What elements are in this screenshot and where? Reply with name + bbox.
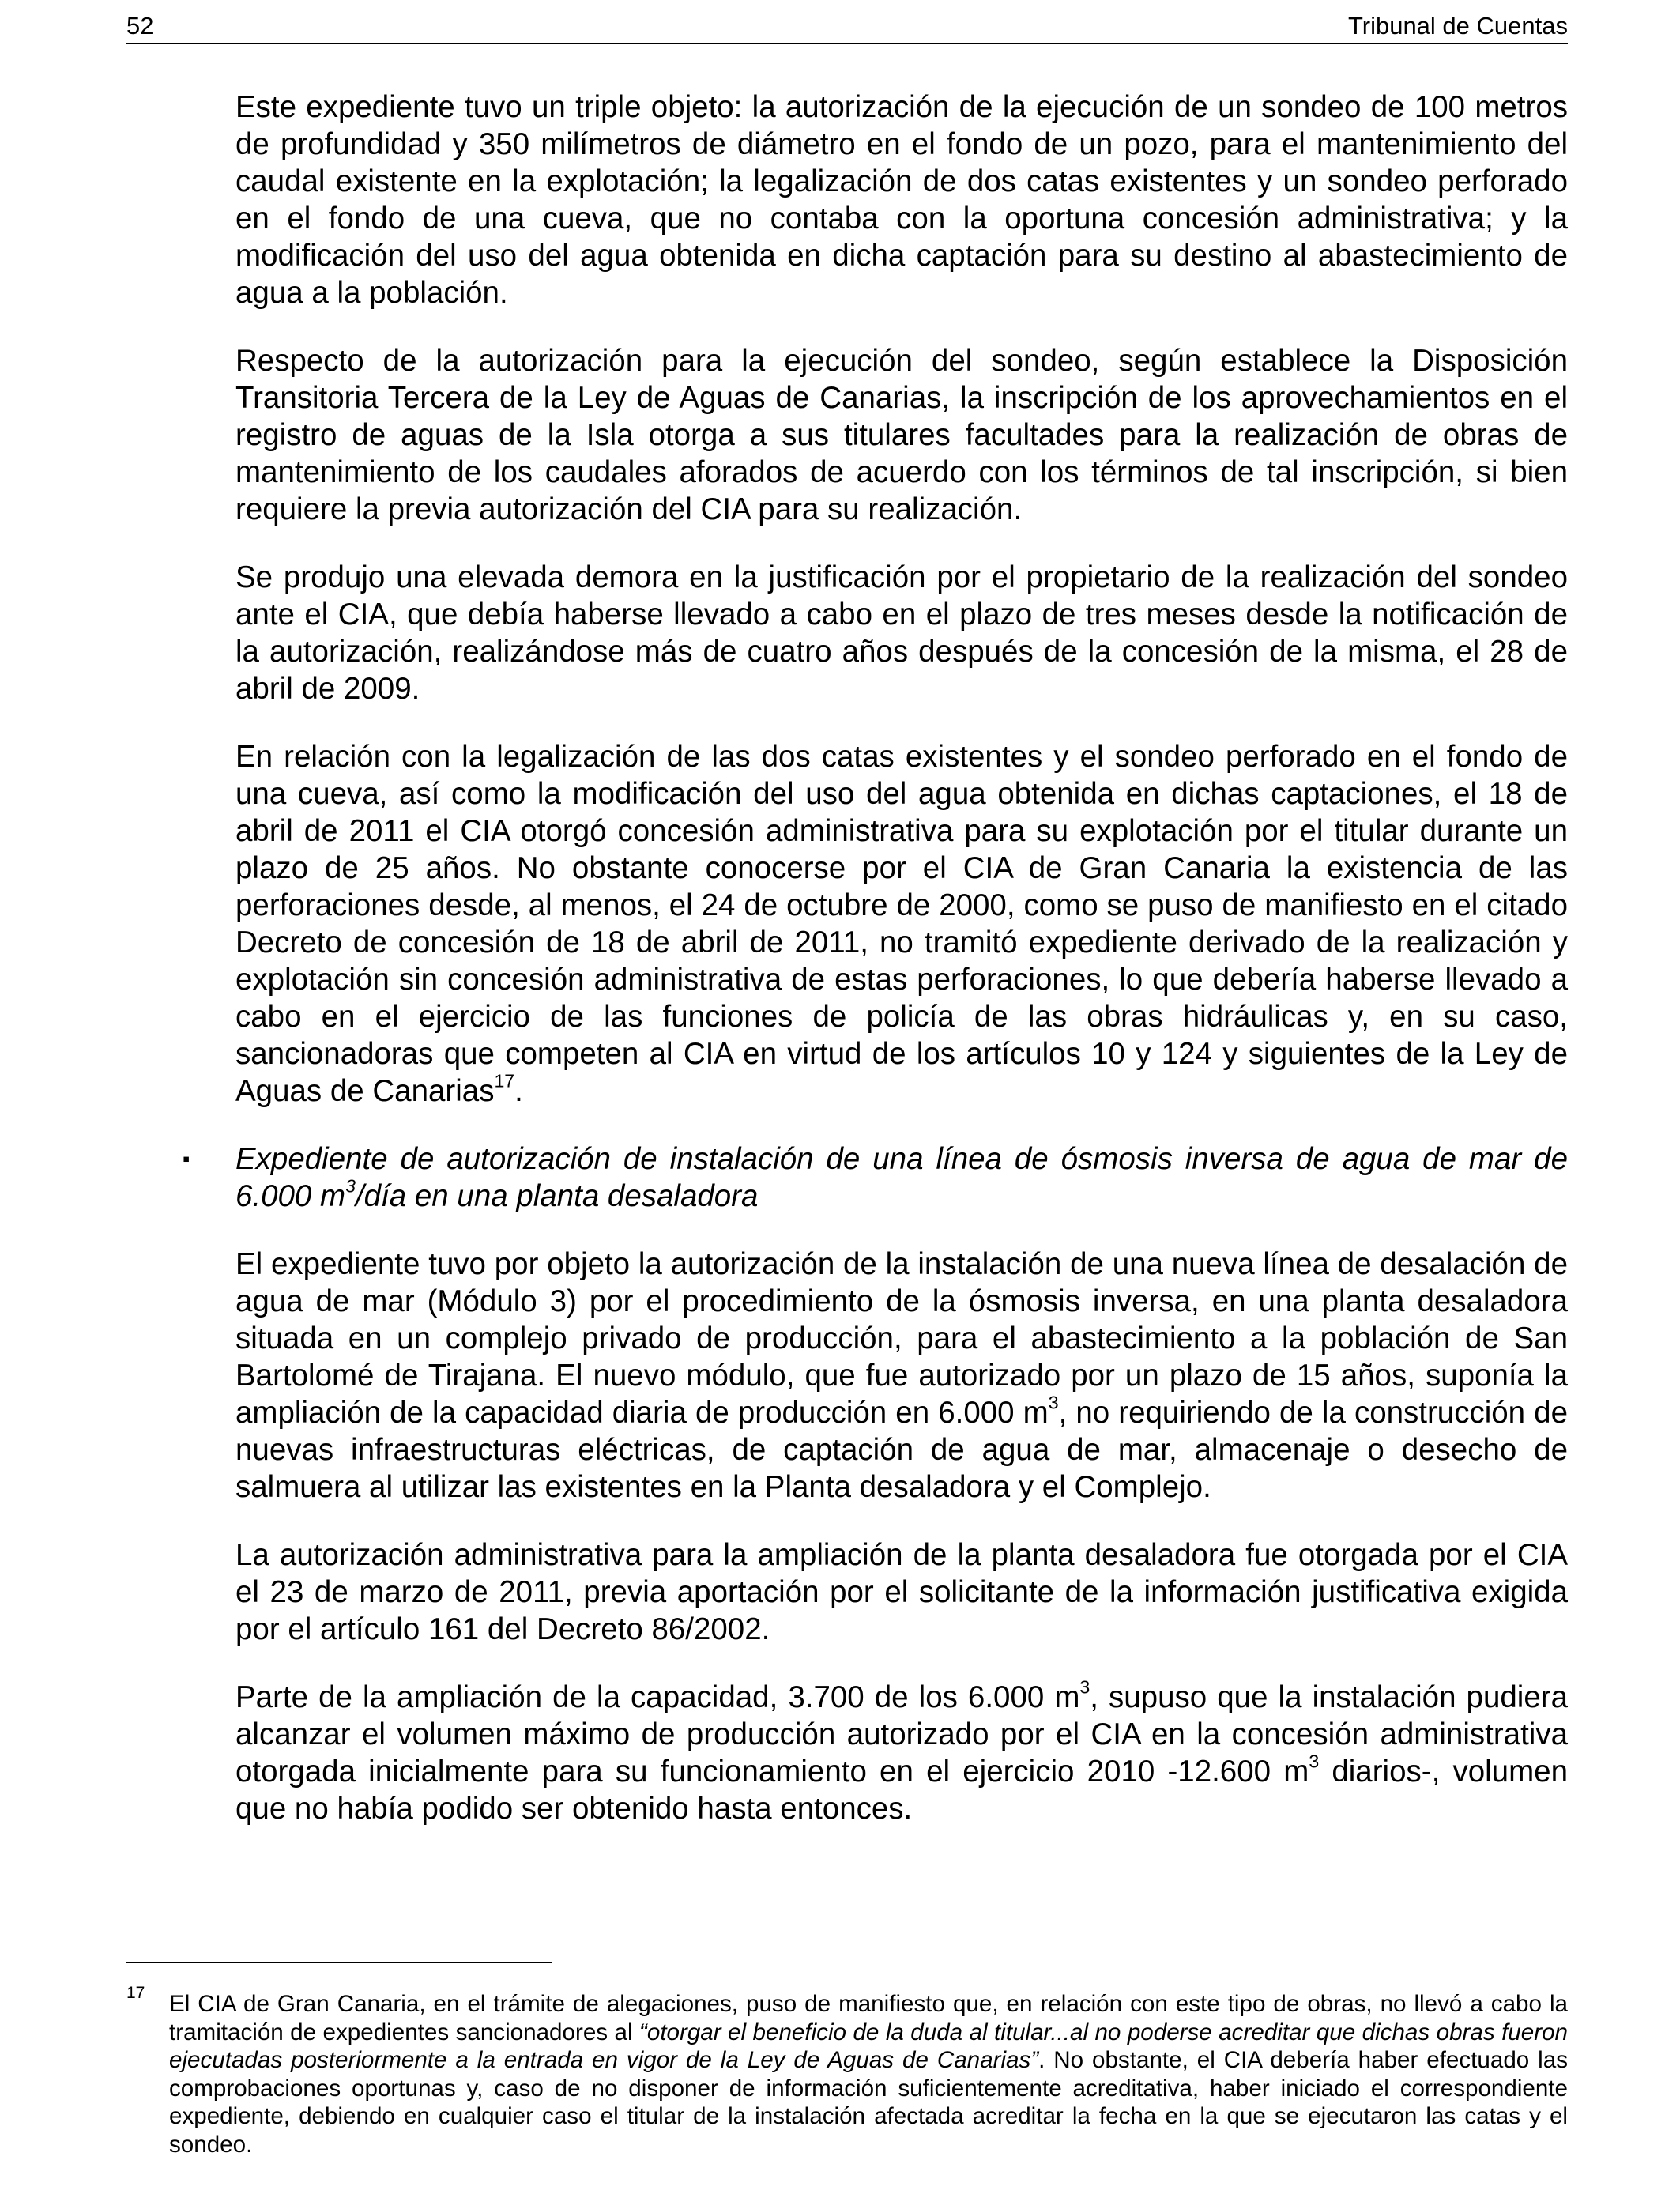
footnote-quote: “otorgar el beneficio de la duda al titular...al no poderse acreditar que dichas obras fueron ejecutadas posteriormente a la entrada en vigor de la Ley de Aguas de Canarias”: [169, 2019, 1568, 2073]
paragraph-4: [235, 738, 1568, 1110]
bullet-heading: [235, 1142, 1568, 1213]
footnote: [126, 1984, 1568, 2158]
page-number: 52: [126, 12, 154, 40]
bullet-heading-text-end: /día en una planta desaladora: [355, 1179, 759, 1213]
page-header: [126, 9, 1568, 44]
paragraph-7-text: Parte de la ampliación de la capacidad, 3.700 de los 6.000 m: [235, 1680, 1080, 1714]
paragraph-5-text-end: , no requiriendo de la construcción de nuevas infraestructuras eléctricas, de captación de agua de mar, almacenaje o desecho de salmuera al utilizar las existentes en la Planta desaladora y el Complejo.: [235, 1396, 1569, 1504]
paragraph-7-text-middle: , supuso que la instalación pudiera alcanzar el volumen máximo de producción autorizado por el CIA en la concesión administrativa otorgada inicialmente para su funcionamiento en el ejercicio 2010 -12.600 m: [235, 1680, 1568, 1789]
paragraph-2: Respecto de la autorización para la ejecución del sondeo, según establece la Disposición Transitoria Tercera de la Ley de Aguas de Canarias, la inscripción de los aprovechamientos en el registro de aguas de la Isla otorga a sus titulares facultades para la realización de obras de mantenimiento de los caudales aforados de acuerdo con los términos de tal inscripción, si bien requiere la previa autorización del CIA para su realización.: [235, 344, 1568, 526]
paragraph-4-text: En relación con la legalización de las dos catas existentes y el sondeo perforado en el fondo de una cueva, así como la modificación del uso del agua obtenida en dichas captaciones, el 18 de abril de 2011 el CIA otorgó concesión administrativa para su explotación por el titular durante un plazo de 25 años. No obstante conocerse por el CIA de Gran Canaria la existencia de las perforaciones desde, al menos, el 24 de octubre de 2000, como se puso de manifiesto en el citado Decreto de concesión de 18 de abril de 2011, no tramitó expediente derivado de la realización y explotación sin concesión administrativa de estas perforaciones, lo que debería haberse llevado a cabo en el ejercicio de las funciones de policía de las obras hidráulicas y, en su caso, sancionadoras que competen al CIA en virtud de los artículos 10 y 124 y siguientes de la Ley de Aguas de Canarias: [235, 740, 1568, 1108]
running-title: Tribunal de Cuentas: [1347, 12, 1568, 40]
footnote-text: [169, 1990, 1568, 2158]
paragraph-4-end: .: [514, 1074, 523, 1108]
square-bullet-icon: ▪: [183, 1147, 190, 1171]
bullet-item: [183, 1140, 1568, 1215]
footnote-text-end: . No obstante, el CIA debería haber efectuado las comprobaciones oportunas y, caso de no disponer de información suficientemente acreditativa, haber iniciado el correspondiente expediente, debiendo en cualquier caso el titular de la instalación afectada acreditar la fecha en la que se ejecutaron las catas y el sondeo.: [169, 2047, 1568, 2158]
bullet-heading-text: Expediente de autorización de instalación de una línea de ósmosis inversa de agua de mar de 6.000 m: [235, 1142, 1568, 1213]
paragraph-5: [235, 1246, 1568, 1506]
paragraph-5-superscript: 3: [1048, 1392, 1059, 1413]
footnote-reference[interactable]: 17: [494, 1070, 515, 1091]
footnote-text-start: El CIA de Gran Canaria, en el trámite de alegaciones, puso de manifiesto que, en relación con este tipo de obras, no llevó a cabo la tramitación de expedientes sancionadores al: [169, 1991, 1568, 2045]
paragraph-5-text: El expediente tuvo por objeto la autorización de la instalación de una nueva línea de desalación de agua de mar (Módulo 3) por el procedimiento de la ósmosis inversa, en una planta desaladora situada en un complejo privado de producción, para el abastecimiento a la población de San Bartolomé de Tirajana. El nuevo módulo, que fue autorizado por un plazo de 15 años, suponía la ampliación de la capacidad diaria de producción en 6.000 m: [235, 1247, 1568, 1430]
body-text: [183, 89, 1569, 1858]
paragraph-7-superscript-2: 3: [1309, 1751, 1320, 1772]
footnote-number: 17: [126, 1984, 145, 2002]
paragraph-6: La autorización administrativa para la ampliación de la planta desaladora fue otorgada por el CIA el 23 de marzo de 2011, previa aportación por el solicitante de la información justificativa exigida por el artículo 161 del Decreto 86/2002.: [235, 1538, 1568, 1646]
paragraph-7-text-end: diarios-, volumen que no había podido ser obtenido hasta entonces.: [235, 1755, 1568, 1826]
bullet-heading-superscript: 3: [345, 1175, 356, 1197]
footnote-separator: [126, 1962, 552, 1963]
paragraph-3: Se produjo una elevada demora en la justificación por el propietario de la realización del sondeo ante el CIA, que debía haberse llevado a cabo en el plazo de tres meses desde la notificación de la autorización, realizándose más de cuatro años después de la concesión de la misma, el 28 de abril de 2009.: [235, 560, 1568, 706]
paragraph-1: Este expediente tuvo un triple objeto: la autorización de la ejecución de un sondeo de 100 metros de profundidad y 350 milímetros de diámetro en el fondo de un pozo, para el mantenimiento del caudal existente en la explotación; la legalización de dos catas existentes y un sondeo perforado en el fondo de una cueva, que no contaba con la oportuna concesión administrativa; y la modificación del uso del agua obtenida en dicha captación para su destino al abastecimiento de agua a la población.: [235, 90, 1568, 310]
paragraph-7-superscript-1: 3: [1079, 1676, 1090, 1698]
paragraph-7: [235, 1676, 1568, 1827]
